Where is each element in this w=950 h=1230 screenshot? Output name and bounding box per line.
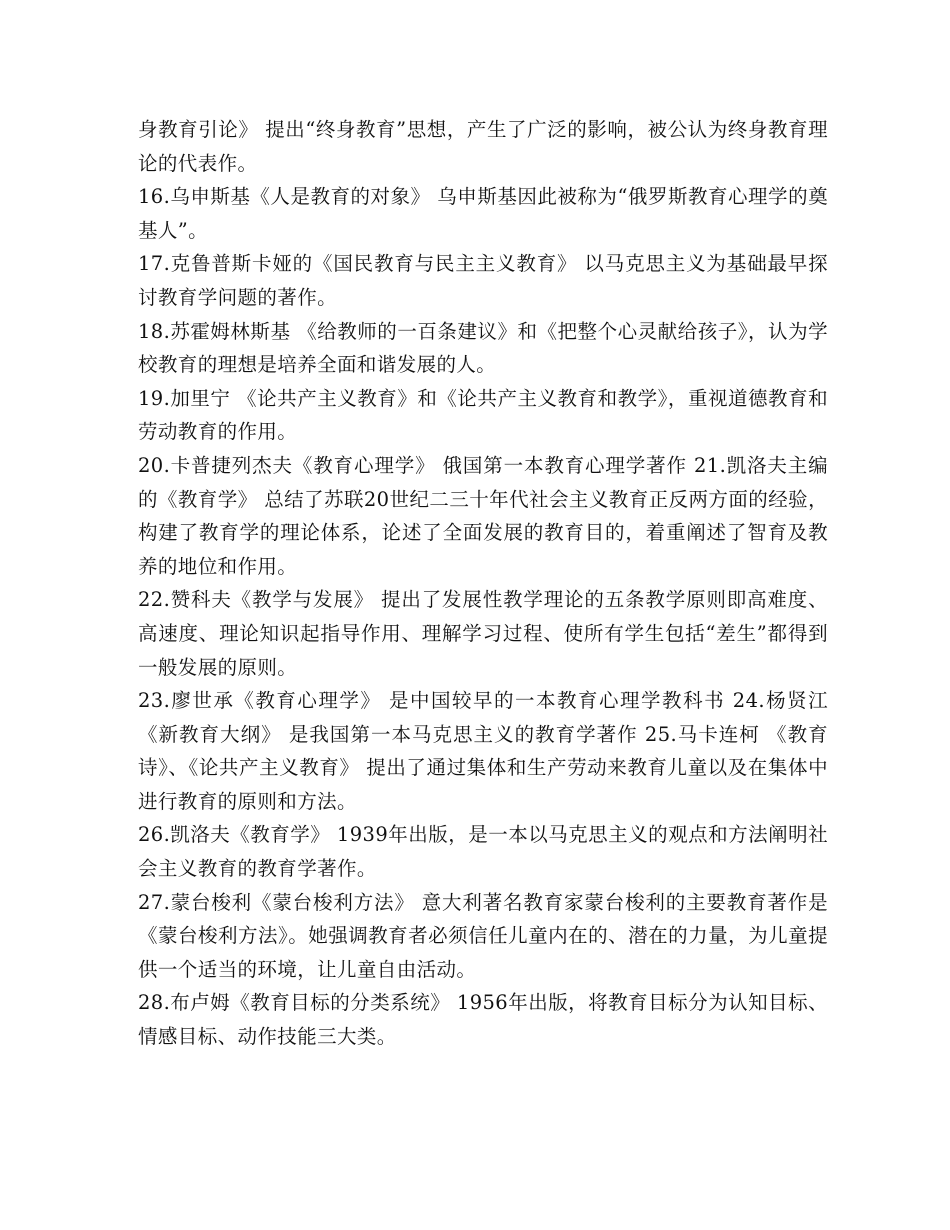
paragraph-6: 20.卡普捷列杰夫《教育心理学》 俄国第一本教育心理学著作 21.凯洛夫主编的《教育学》 总结了苏联20世纪二三十年代社会主义教育正反两方面的经验，构建了教育学的理论体系，论述了全面发展的教育目的，着重阐述了智育及教养的地位和作用。 bbox=[138, 453, 828, 578]
paragraph-10: 27.蒙台梭利《蒙台梭利方法》 意大利著名教育家蒙台梭利的主要教育著作是《蒙台梭利方法》。她强调教育者必须信任儿童内在的、潜在的力量，为儿童提供一个适当的环境，让儿童自由活动。 bbox=[138, 890, 828, 981]
paragraph-5: 19.加里宁 《论共产主义教育》和《论共产主义教育和教学》，重视道德教育和劳动教育的作用。 bbox=[138, 386, 828, 444]
paragraph-9: 26.凯洛夫《教育学》 1939年出版，是一本以马克思主义的观点和方法阐明社会主义教育的教育学著作。 bbox=[138, 823, 828, 881]
paragraph-7: 22.赞科夫《教学与发展》 提出了发展性教学理论的五条教学原则即高难度、高速度、理论知识起指导作用、理解学习过程、使所有学生包括“差生”都得到一般发展的原则。 bbox=[138, 588, 828, 679]
paragraph-8: 23.廖世承《教育心理学》 是中国较早的一本教育心理学教科书 24.杨贤江《新教育大纲》 是我国第一本马克思主义的教育学著作 25.马卡连柯 《教育诗》、《论共产主义教育》 提出了通过集体和生产劳动来教育儿童以及在集体中进行教育的原则和方法。 bbox=[138, 689, 828, 813]
paragraph-2: 16.乌申斯基《人是教育的对象》 乌申斯基因此被称为“俄罗斯教育心理学的奠基人”。 bbox=[138, 185, 828, 242]
paragraph-11: 28.布卢姆《教育目标的分类系统》 1956年出版，将教育目标分为认知目标、情感目标、动作技能三大类。 bbox=[138, 991, 828, 1049]
paragraph-3: 17.克鲁普斯卡娅的《国民教育与民主主义教育》 以马克思主义为基础最早探讨教育学问题的著作。 bbox=[138, 252, 828, 309]
paragraph-1: 身教育引论》 提出“终身教育”思想，产生了广泛的影响，被公认为终身教育理论的代表作。 bbox=[138, 118, 828, 175]
document-page bbox=[138, 113, 828, 1054]
paragraph-4: 18.苏霍姆林斯基 《给教师的一百条建议》和《把整个心灵献给孩子》，认为学校教育的理想是培养全面和谐发展的人。 bbox=[138, 319, 828, 377]
